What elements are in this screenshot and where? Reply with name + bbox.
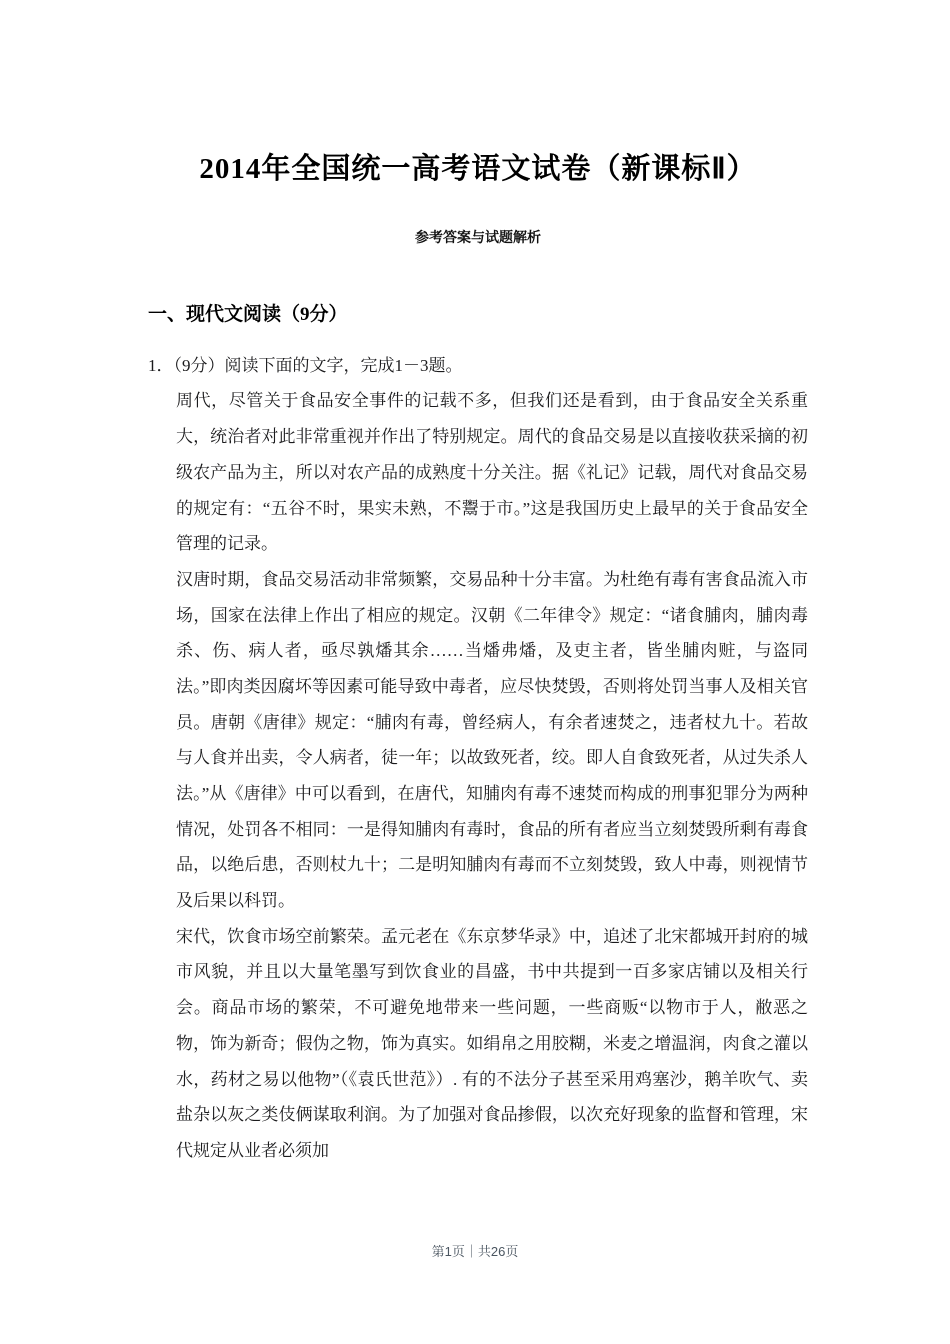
passage-paragraph-3: 宋代，饮食市场空前繁荣。孟元老在《东京梦华录》中，追述了北宋都城开封府的城市风貌，并且以大量笔墨写到饮食业的昌盛，书中共提到一百多家店铺以及相关行会。商品市场的繁荣，不可避免地带来一些问题，一些商贩“以物市于人，敝恶之物，饰为新奇；假伪之物，饰为真实。如绢帛之用胶糊，米麦之增温润，肉食之灌以水，药材之易以他物”（《袁氏世范》）. 有的不法分子甚至采用鸡塞沙，鹅羊吹气、卖盐杂以灰之类伎俩谋取利润。为了加强对食品掺假，以次充好现象的监督和管理，宋代规定从业者必须加: [176, 926, 808, 1160]
document-content: [148, 152, 808, 1169]
section-heading: 一、现代文阅读（9分）: [148, 303, 348, 325]
question-intro: 1．（9分）阅读下面的文字，完成1－3题。: [148, 355, 463, 375]
document-subtitle: 参考答案与试题解析: [415, 228, 541, 245]
document-title: 2014年全国统一高考语文试卷（新课标Ⅱ）: [199, 153, 757, 185]
reading-passage: [148, 383, 808, 1168]
passage-paragraph-2: 汉唐时期，食品交易活动非常频繁，交易品种十分丰富。为杜绝有毒有害食品流入市场，国家在法律上作出了相应的规定。汉朝《二年律令》规定：“诸食脯肉，脯肉毒杀、伤、病人者，亟尽孰燔其余……当燔弗燔，及吏主者，皆坐脯肉赃，与盗同法。”即肉类因腐坏等因素可能导致中毒者，应尽快焚毁，否则将处罚当事人及相关官员。唐朝《唐律》规定：“脯肉有毒，曾经病人，有余者速焚之，违者杖九十。若故与人食并出卖，令人病者，徒一年；以故致死者，绞。即人自食致死者，从过失杀人法。”从《唐律》中可以看到，在唐代，知脯肉有毒不速焚而构成的刑事犯罪分为两种情况，处罚各不相同：一是得知脯肉有毒时，食品的所有者应当立刻焚毁所剩有毒食品，以绝后患，否则杖九十；二是明知脯肉有毒而不立刻焚毁，致人中毒，则视情节及后果以科罚。: [176, 569, 808, 911]
page-number-footer: 第1页｜共26页: [431, 1244, 519, 1259]
passage-paragraph-1: 周代，尽管关于食品安全事件的记载不多，但我们还是看到，由于食品安全关系重大，统治者对此非常重视并作出了特别规定。周代的食品交易是以直接收获采摘的初级农产品为主，所以对农产品的成熟度十分关注。据《礼记》记载，周代对食品交易的规定有：“五谷不时，果实未熟，不鬻于市。”这是我国历史上最早的关于食品安全管理的记录。: [176, 391, 808, 554]
